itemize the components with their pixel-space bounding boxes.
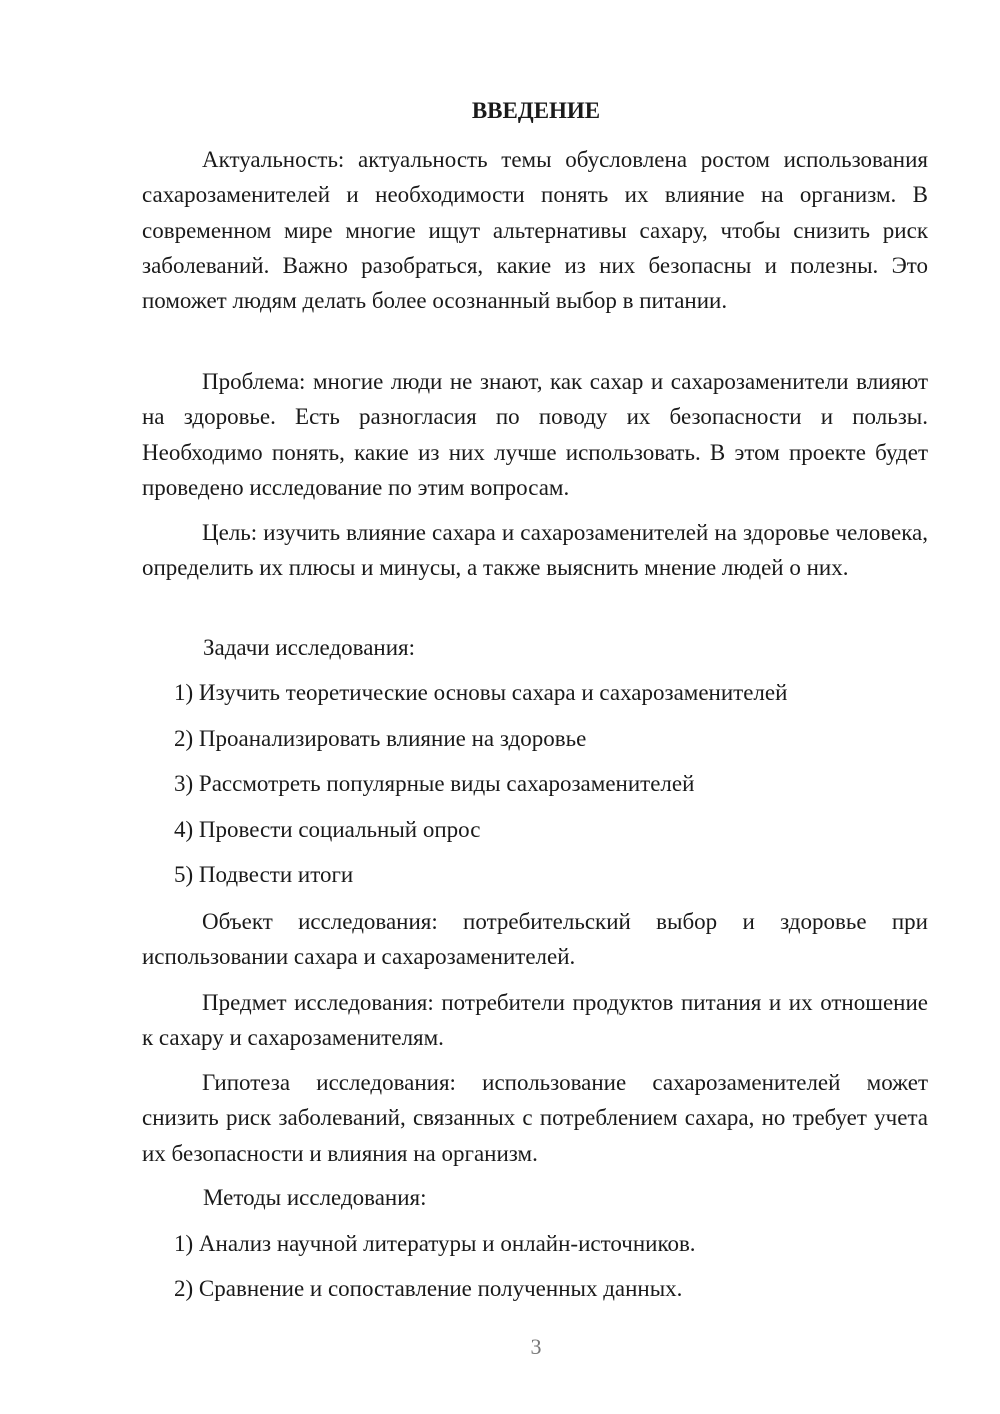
- method-item-1: 1) Анализ научной литературы и онлайн-источников.: [174, 1231, 696, 1256]
- tasks-label: Задачи исследования:: [203, 635, 416, 660]
- relevance-paragraph: Актуальность: актуальность темы обусловлена ростом использования сахарозаменителей и необходимости понять их влияние на организм. В современном мире многие ищут альтернативы сахару, чтобы снизить риск заболеваний. Важно разобраться, какие из них безопасны и полезны. Это поможет людям делать более осознанный выбор в питании.: [142, 147, 928, 314]
- hypothesis-paragraph: Гипотеза исследования: использование сахарозаменителей может снизить риск заболеваний, связанных с потреблением сахара, но требует учета их безопасности и влияния на организм.: [142, 1070, 928, 1166]
- task-item-4: 4) Провести социальный опрос: [174, 817, 481, 842]
- subject-paragraph: Предмет исследования: потребители продуктов питания и их отношение к сахару и сахарозаменителям.: [142, 990, 928, 1051]
- problem-paragraph: Проблема: многие люди не знают, как сахар и сахарозаменители влияют на здоровье. Есть разногласия по поводу их безопасности и пользы. Необходимо понять, какие из них лучше использовать. В этом проекте будет проведено исследование по этим вопросам.: [142, 369, 928, 500]
- goal-paragraph: Цель: изучить влияние сахара и сахарозаменителей на здоровье человека, определить их плюсы и минусы, а также выяснить мнение людей о них.: [142, 520, 928, 581]
- task-item-2: 2) Проанализировать влияние на здоровье: [174, 726, 587, 751]
- task-item-1: 1) Изучить теоретические основы сахара и сахарозаменителей: [174, 680, 788, 705]
- task-item-3: 3) Рассмотреть популярные виды сахарозаменителей: [174, 771, 695, 796]
- object-paragraph: Объект исследования: потребительский выбор и здоровье при использовании сахара и сахарозаменителей.: [142, 909, 928, 970]
- task-item-5: 5) Подвести итоги: [174, 862, 354, 887]
- method-item-2: 2) Сравнение и сопоставление полученных данных.: [174, 1276, 683, 1301]
- page-title: ВВЕДЕНИЕ: [471, 98, 601, 123]
- page-number: 3: [530, 1334, 542, 1359]
- methods-label: Методы исследования:: [203, 1185, 427, 1210]
